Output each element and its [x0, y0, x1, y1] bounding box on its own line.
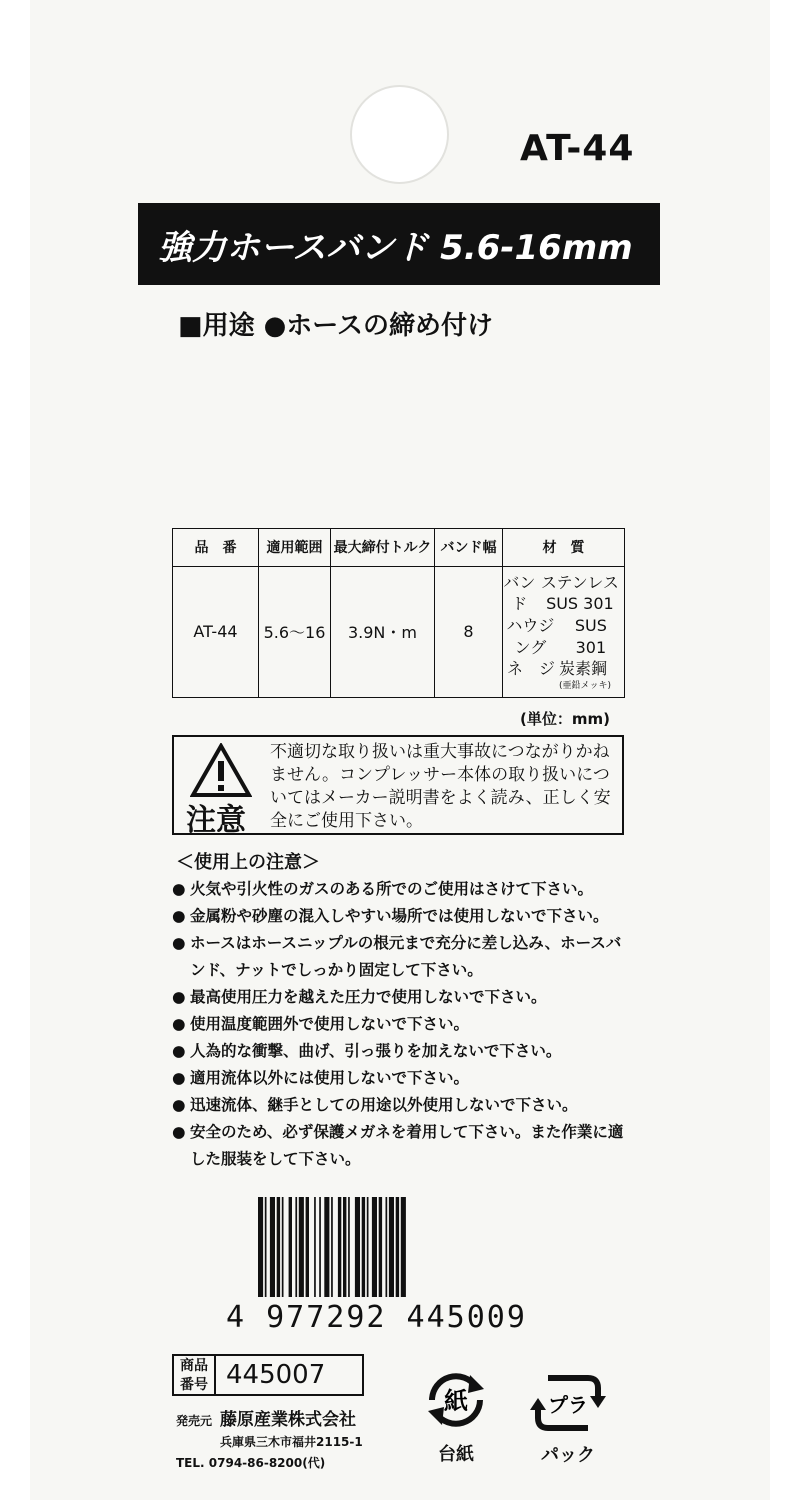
- maker-info: [176, 1410, 363, 1474]
- product-title: 強力ホースバンド 5.6-16mm: [158, 227, 633, 268]
- barcode-bar: [343, 1197, 346, 1297]
- maker-tel: TEL. 0794-86-8200(代): [176, 1456, 326, 1470]
- barcode-bar: [270, 1197, 275, 1297]
- list-item: ● 迅速流体、継手としての用途以外使用しないで下さい。: [172, 1092, 632, 1119]
- model-number: AT-44: [520, 128, 635, 169]
- barcode-bar: [338, 1197, 341, 1297]
- barcode-bar: [289, 1197, 292, 1297]
- cell-width: 8: [435, 566, 503, 697]
- barcode-bar: [314, 1197, 316, 1297]
- barcode-bar: [396, 1197, 399, 1297]
- maker-name: 藤原産業株式会社: [220, 1410, 356, 1430]
- barcode-bar: [389, 1197, 394, 1297]
- barcode-bar: [355, 1197, 360, 1297]
- recycle-plastic: [530, 1370, 606, 1467]
- recycle-plastic-label: パック: [541, 1445, 595, 1466]
- caution-box: [172, 735, 624, 838]
- list-item: ● 使用温度範囲外で使用しないで下さい。: [172, 1011, 632, 1038]
- list-item: ● 適用流体以外には使用しないで下さい。: [172, 1065, 632, 1092]
- maker-address: 兵庫県三木市福井2115-1: [220, 1435, 363, 1449]
- product-number-box: [172, 1354, 364, 1396]
- barcode-bar: [299, 1197, 304, 1297]
- material-value: SUS 301: [574, 615, 607, 657]
- barcode-bar: [362, 1197, 365, 1297]
- header-width: バンド幅: [435, 529, 503, 567]
- list-item: ● 人為的な衝撃、曲げ、引っ張りを加えないで下さい。: [172, 1038, 632, 1065]
- product-number-label: 商品番号: [172, 1354, 216, 1396]
- cell-torque: 3.9N・m: [331, 566, 435, 697]
- material-row: [503, 572, 624, 615]
- barcode-bar: [306, 1197, 309, 1297]
- barcode-bar: [265, 1197, 267, 1297]
- barcode-bar: [401, 1197, 406, 1297]
- cell-range: 5.6〜16: [259, 566, 331, 697]
- header-range: 適用範囲: [259, 529, 331, 567]
- cell-material: [503, 566, 625, 697]
- material-part: ネ ジ: [506, 659, 555, 679]
- barcode-bar: [277, 1197, 280, 1297]
- recycle-paper-symbol: 紙: [444, 1387, 468, 1415]
- material-row: [503, 658, 624, 680]
- caution-text: 不適切な取り扱いは重大事故につながりかねません。コンプレッサー本体の取り扱いについてはメーカー説明書をよく読み、正しく安全にご使用下さい。: [270, 742, 611, 831]
- header-model: 品 番: [173, 529, 259, 567]
- header-material: 材 質: [503, 529, 625, 567]
- list-item: ● 最高使用圧力を越えた圧力で使用しないで下さい。: [172, 984, 632, 1011]
- usage-line: ■用途 ●ホースの締め付け: [178, 311, 494, 341]
- barcode-bar: [379, 1197, 382, 1297]
- caution-label: 注意: [186, 803, 246, 838]
- list-item: ● 安全のため、必ず保護メガネを着用して下さい。また作業に適した服装をして下さい。: [172, 1119, 632, 1173]
- header-torque: 最大締付トルク: [331, 529, 435, 567]
- recycle-plastic-icon: [530, 1370, 606, 1436]
- barcode-bar: [258, 1197, 263, 1297]
- recycle-plastic-symbol: プラ: [548, 1393, 588, 1417]
- notes-title: ＜使用上の注意＞: [176, 852, 320, 873]
- barcode-bar: [372, 1197, 377, 1297]
- material-value: 炭素鋼: [559, 659, 608, 679]
- barcode-bar: [295, 1197, 297, 1297]
- title-bar: [138, 203, 660, 285]
- warning-triangle-icon: [190, 743, 252, 798]
- barcode-bar: [386, 1197, 388, 1297]
- material-value: ステンレス SUS 301: [540, 572, 619, 614]
- list-item: ● ホースはホースニップルの根元まで充分に差し込み、ホースバンド、ナットでしっかり固定して下さい。: [172, 930, 632, 984]
- recycle-paper: [418, 1365, 494, 1466]
- material-note: (亜鉛メッキ): [559, 680, 612, 691]
- maker-label: 発売元: [176, 1414, 213, 1428]
- material-row: [503, 615, 624, 658]
- barcode-bar: [367, 1197, 369, 1297]
- barcode-bar: [348, 1197, 350, 1297]
- recycle-paper-label: 台紙: [438, 1444, 474, 1465]
- barcode-bar: [282, 1197, 284, 1297]
- material-part: バンド: [503, 572, 536, 614]
- product-number-value: 445007: [216, 1354, 364, 1396]
- recycle-paper-icon: [418, 1365, 494, 1435]
- cell-model: AT-44: [173, 566, 259, 697]
- hang-hole: [350, 85, 449, 184]
- material-part: ハウジング: [506, 615, 555, 657]
- unit-label: (単位：mm): [520, 710, 610, 728]
- maker-row: [176, 1410, 363, 1432]
- list-item: ● 火気や引火性のガスのある所でのご使用はさけて下さい。: [172, 876, 632, 903]
- barcode-bar: [324, 1197, 329, 1297]
- maker-row: [176, 1432, 363, 1453]
- notes-list: [172, 876, 632, 1173]
- list-item: ● 金属粉や砂塵の混入しやすい場所では使用しないで下さい。: [172, 903, 632, 930]
- barcode-bar: [331, 1197, 333, 1297]
- barcode-number: 4 977292 445009: [226, 1300, 527, 1335]
- barcode-bar: [319, 1197, 321, 1297]
- barcode: [258, 1197, 530, 1297]
- spec-table: [172, 528, 625, 698]
